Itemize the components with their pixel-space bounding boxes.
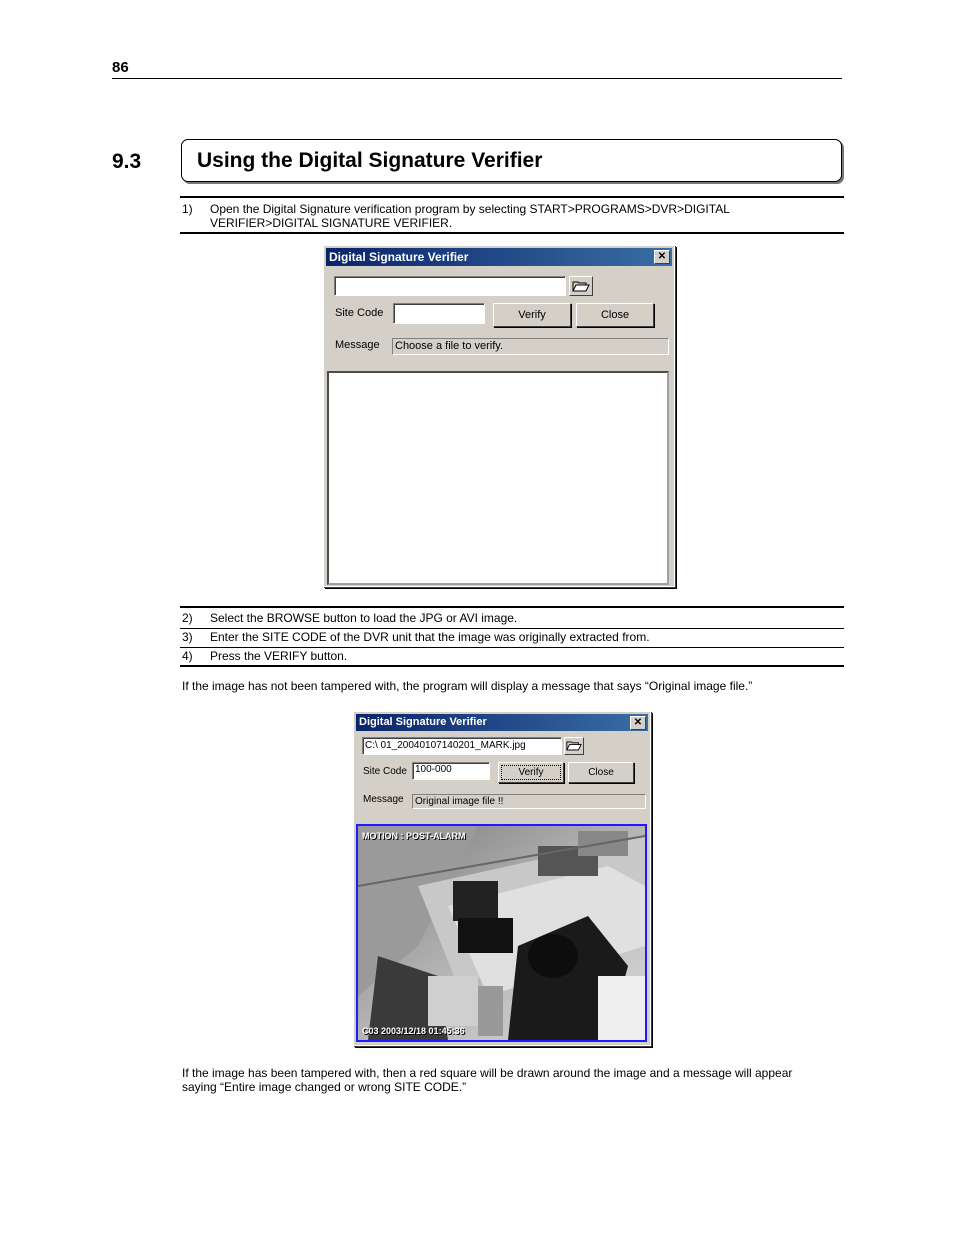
- dialog-title: Digital Signature Verifier: [329, 250, 469, 264]
- image-overlay-top: MOTION : POST-ALARM: [362, 831, 466, 841]
- verified-image-frame: [356, 824, 647, 1042]
- site-code-input[interactable]: 100-000: [412, 762, 490, 780]
- page-number: 86: [112, 59, 129, 76]
- close-icon[interactable]: ✕: [654, 250, 670, 264]
- message-label: Message: [363, 794, 404, 805]
- browse-button[interactable]: [564, 737, 584, 755]
- message-label: Message: [335, 339, 380, 351]
- message-field: Choose a file to verify.: [392, 338, 669, 355]
- step-text: Open the Digital Signature verification program by selecting START>PROGRAMS>DVR>DIGITAL VERIFIER>DIGITAL SIGNATURE VERIFIER.: [210, 202, 730, 230]
- section-heading-box: [181, 139, 842, 182]
- close-icon[interactable]: ✕: [630, 716, 646, 730]
- step-number: 3): [182, 630, 193, 644]
- image-overlay-bottom: C03 2003/12/18 01:45:36: [362, 1026, 465, 1036]
- message-field: Original image file !!: [412, 794, 646, 809]
- site-code-input[interactable]: [393, 303, 485, 324]
- cctv-image: [358, 826, 645, 1040]
- section-number: 9.3: [112, 150, 142, 173]
- dialog-title: Digital Signature Verifier: [359, 716, 487, 728]
- site-code-label: Site Code: [363, 766, 407, 777]
- section-title: Using the Digital Signature Verifier: [197, 149, 543, 172]
- folder-open-icon: [572, 279, 590, 293]
- verifier-dialog-empty: [323, 245, 675, 587]
- step-number: 4): [182, 649, 193, 663]
- paragraph-original: If the image has not been tampered with, the program will display a message that says “Original image file.”: [182, 679, 753, 693]
- step-number: 2): [182, 611, 193, 625]
- step-text: Select the BROWSE button to load the JPG or AVI image.: [210, 611, 518, 625]
- file-path-input[interactable]: [334, 276, 566, 296]
- step-row: [180, 202, 844, 230]
- paragraph-tampered: If the image has been tampered with, then a red square will be drawn around the image and a message will appear saying “Entire image changed or wrong SITE CODE.”: [182, 1066, 793, 1094]
- step-row: [180, 629, 844, 648]
- header-rule: [112, 78, 842, 79]
- steps-table-top: [180, 196, 844, 234]
- step-text: Enter the SITE CODE of the DVR unit that the image was originally extracted from.: [210, 630, 650, 644]
- site-code-label: Site Code: [335, 307, 384, 319]
- close-button[interactable]: Close: [576, 303, 654, 327]
- dialog-titlebar[interactable]: [326, 248, 672, 266]
- file-path-input[interactable]: C:\ 01_20040107140201_MARK.jpg: [362, 737, 562, 755]
- step-number: 1): [182, 202, 193, 216]
- image-preview-area: [327, 371, 669, 585]
- step-row: [180, 648, 844, 665]
- browse-button[interactable]: [569, 276, 593, 296]
- verify-button[interactable]: Verify: [493, 303, 571, 327]
- folder-open-icon: [566, 739, 582, 752]
- verifier-dialog-verified: [353, 711, 651, 1046]
- step-text: Press the VERIFY button.: [210, 649, 348, 663]
- verify-button[interactable]: Verify: [498, 762, 564, 783]
- close-button[interactable]: Close: [568, 762, 634, 783]
- dialog-titlebar[interactable]: [356, 714, 648, 731]
- steps-table-bottom: [180, 606, 844, 667]
- step-row: [180, 608, 844, 629]
